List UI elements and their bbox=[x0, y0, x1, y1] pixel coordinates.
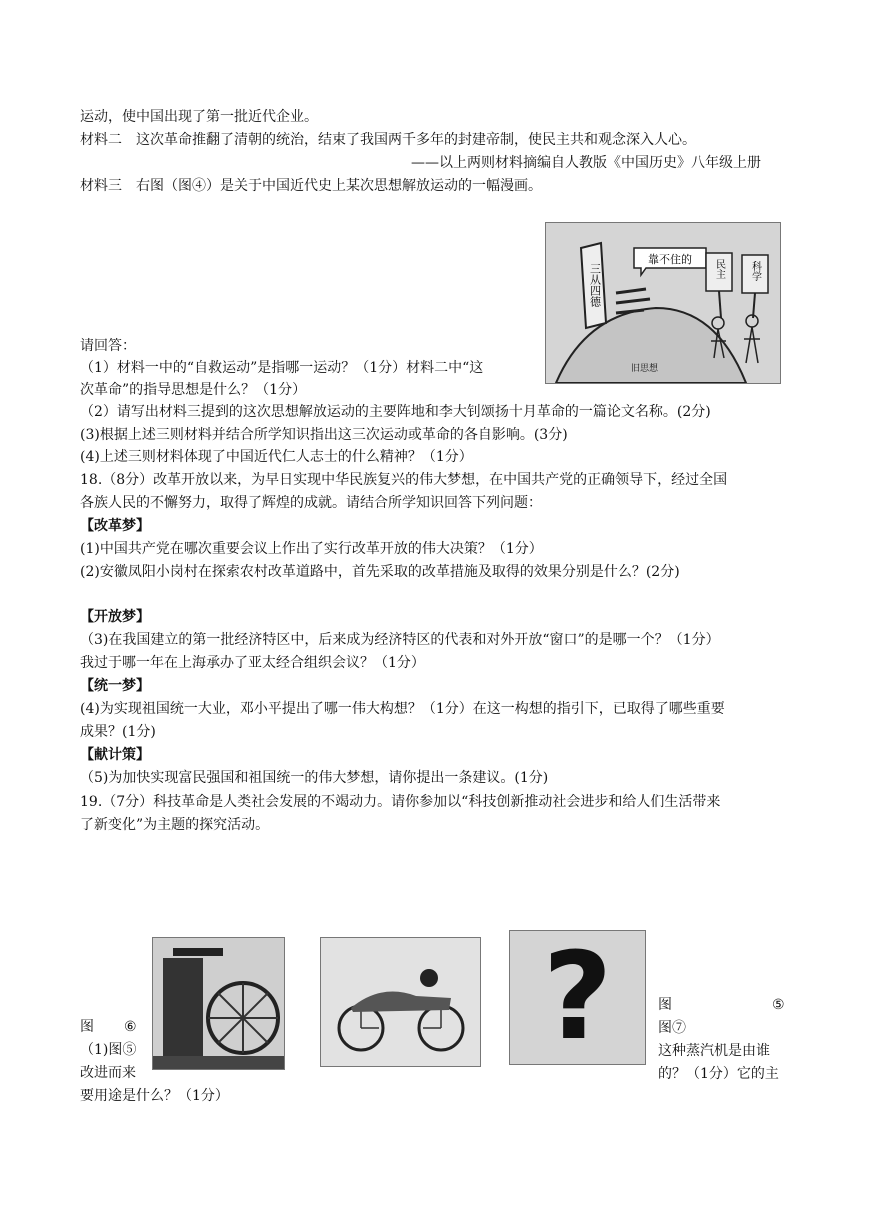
text-line: 这种蒸汽机是由谁 bbox=[658, 1043, 770, 1059]
sign-democracy: 民主 bbox=[713, 259, 725, 279]
section-heading-suggestion: 【献计策】 bbox=[80, 747, 150, 763]
figure-6-label-number: ⑥ bbox=[124, 1019, 137, 1035]
section-heading-unification: 【统一梦】 bbox=[80, 678, 150, 694]
text-line: （3)在我国建立的第一批经济特区中，后来成为经济特区的代表和对外开放“窗口”的是哪一个？（1分） bbox=[80, 632, 720, 648]
text-line: (2)安徽凤阳小岗村在探索农村改革道路中，首先采取的改革措施及取得的效果分别是什么？(2分) bbox=[80, 564, 680, 580]
text-line: 改进而来 bbox=[80, 1065, 136, 1081]
text-line: 成果？(1分) bbox=[80, 724, 156, 740]
question-19-title: 19.（7分）科技革命是人类社会发展的不竭动力。请你参加以“科技创新推动社会进步和给人们生活带来 bbox=[80, 794, 721, 810]
text-line: 的？（1分）它的主 bbox=[658, 1066, 779, 1082]
text-line: 材料三 右图（图④）是关于中国近代史上某次思想解放运动的一幅漫画。 bbox=[80, 178, 542, 194]
text-line: （1)图⑤ bbox=[80, 1042, 137, 1058]
cartoon-illustration bbox=[546, 223, 780, 383]
question-mark-image bbox=[509, 930, 646, 1065]
section-heading-reform: 【改革梦】 bbox=[80, 518, 150, 534]
figure-5-label-number: ⑤ bbox=[772, 997, 785, 1013]
early-car-image bbox=[320, 937, 481, 1067]
text-line: (1)中国共产党在哪次重要会议上作出了实行改革开放的伟大决策？（1分） bbox=[80, 541, 543, 557]
speech-bubble-text: 靠不住的 bbox=[648, 253, 692, 266]
text-line: (4)上述三则材料体现了中国近代仁人志士的什么精神？（1分） bbox=[80, 449, 473, 465]
figure-5-label: 图 bbox=[658, 997, 672, 1013]
early-car-illustration bbox=[321, 938, 480, 1066]
figure-7-label: 图⑦ bbox=[658, 1020, 686, 1036]
figure-6-label: 图 bbox=[80, 1019, 94, 1035]
question-18-title: 18.（8分）改革开放以来，为早日实现中华民族复兴的伟大梦想，在中国共产党的正确领导下，经过全国 bbox=[80, 472, 728, 488]
cartoon-figure-4 bbox=[545, 222, 781, 384]
cartoon-caption: 旧思想 bbox=[631, 364, 659, 374]
question-mark-icon: ? bbox=[542, 930, 613, 1065]
text-line: 次革命”的指导思想是什么？（1分） bbox=[80, 382, 307, 398]
pillar-label: 三从四德 bbox=[588, 263, 602, 307]
sign-science: 科学 bbox=[749, 261, 761, 281]
text-line: 我过于哪一年在上海承办了亚太经合组织会议？（1分） bbox=[80, 655, 425, 671]
text-line: 了新变化”为主题的探究活动。 bbox=[80, 817, 270, 833]
text-line: 要用途是什么？（1分） bbox=[80, 1088, 229, 1104]
text-line: （2）请写出材料三提到的这次思想解放运动的主要阵地和李大钊颂扬十月革命的一篇论文名称。(2分) bbox=[80, 404, 711, 420]
text-line: 各族人民的不懈努力，取得了辉煌的成就。请结合所学知识回答下列问题： bbox=[80, 495, 542, 511]
steam-engine-image bbox=[152, 937, 285, 1070]
text-line: 材料二 这次革命推翻了清朝的统治，结束了我国两千多年的封建帝制，使民主共和观念深入人心。 bbox=[80, 132, 696, 148]
section-heading-opening: 【开放梦】 bbox=[80, 609, 150, 625]
text-line: 运动，使中国出现了第一批近代企业。 bbox=[80, 109, 318, 125]
text-line: （5)为加快实现富民强国和祖国统一的伟大梦想，请你提出一条建议。(1分) bbox=[80, 770, 549, 786]
citation-line: ——以上两则材料摘编自人教版《中国历史》八年级上册 bbox=[411, 155, 761, 171]
text-line: (4)为实现祖国统一大业，邓小平提出了哪一伟大构想？（1分）在这一构想的指引下，已取得了哪些重要 bbox=[80, 701, 725, 717]
text-line: 请回答： bbox=[80, 338, 136, 354]
steam-engine-illustration bbox=[153, 938, 284, 1069]
text-line: (3)根据上述三则材料并结合所学知识指出这三次运动或革命的各自影响。(3分) bbox=[80, 427, 568, 443]
text-line: （1）材料一中的“自救运动”是指哪一运动？（1分）材料二中“这 bbox=[80, 360, 484, 376]
